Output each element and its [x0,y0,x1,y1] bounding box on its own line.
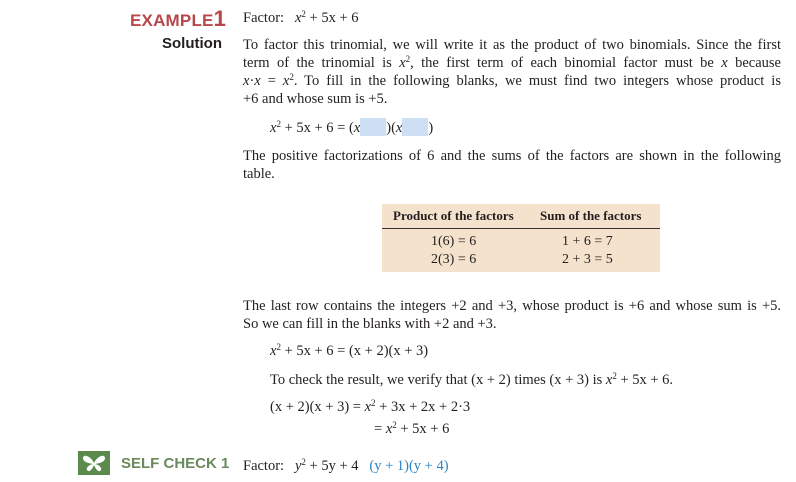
check-sentence [270,371,673,389]
p1-line-4: +6 and whose sum is +5. [243,91,388,107]
exponent: 2 [276,342,281,352]
var-x: x [254,73,261,89]
eq2-rhs: + 5x + 6 = (x + 2)(x + 3) [280,343,429,359]
exponent: 2 [289,72,294,82]
self-check-expr-rest: + 5y + 4 [305,458,359,474]
example-number: 1 [213,6,227,31]
p1-l2-c: because [727,55,781,71]
factored-equation [270,342,428,360]
self-check-label: SELF CHECK 1 [121,455,230,472]
eq4-lhs: = [374,421,386,437]
example-word: EXAMPLE [130,11,214,30]
p1-l2-b: , the first term of each binomial factor must be [410,55,722,71]
butterfly-icon [78,451,110,475]
butterfly-svg [78,451,110,475]
exponent: 2 [405,54,411,64]
solution-label: Solution [162,35,222,52]
var-x: x [385,421,393,437]
self-check-var: y [294,458,302,474]
paren-mid: )( [386,120,396,136]
var-x: x [605,372,613,388]
var-x: x [721,55,728,71]
p1-l3-eq: = [260,73,283,89]
equation-with-blanks [270,118,433,137]
example-prompt: Factor: [243,10,285,26]
table-cell: 2(3) = 6 [431,252,477,267]
var-x: x [364,399,372,415]
table-cell: 1 + 6 = 7 [562,234,613,249]
factor-table [382,204,660,272]
p1-l2-a: term of the trinomial is [243,55,400,71]
p3-line-1: The last row contains the integers +2 and +3, whose product is +6 and whose sum is +5. [243,298,781,314]
check-d: (x + 3) [549,372,589,388]
check-f: + 5x + 6. [616,372,674,388]
example-expr-var: x [294,10,302,26]
check-equation-line-1 [270,398,470,416]
exponent: 2 [301,9,306,19]
example-label [130,6,226,32]
p3-line-2: So we can fill in the blanks with +2 and +3. [243,316,497,332]
check-b: (x + 2) [471,372,511,388]
solution-paragraph-2 [243,147,781,183]
exponent: 2 [612,371,617,381]
var-x: x [270,120,277,136]
p2-line-2: table. [243,166,275,182]
exponent: 2 [392,420,397,430]
check-c: times [510,372,550,388]
var-x: x [282,73,290,89]
table-header-product: Product of the factors [393,208,514,223]
exponent: 2 [276,119,281,129]
blank-box [360,118,386,136]
self-check-statement [243,457,449,475]
p1-line-3 [243,72,781,90]
var-x: x [395,120,403,136]
exponent: 2 [371,398,376,408]
dot: · [249,73,255,89]
check-a: To check the result, we verify that [270,372,472,388]
check-e: is [588,372,606,388]
exponent: 2 [301,457,306,467]
var-x: x [270,343,277,359]
table-cell: 1(6) = 6 [431,234,477,249]
paren-close: ) [428,120,434,136]
solution-paragraph-1 [243,36,781,108]
table-header-row [382,204,660,229]
var-x: x [353,120,361,136]
var-x: x [243,73,250,89]
check-equation-line-2 [374,420,449,438]
example-expr-rest: + 5x + 6 [305,10,359,26]
self-check-answer: (y + 1)(y + 4) [369,458,449,474]
self-check-prompt: Factor: [243,458,285,474]
p1-line-1: To factor this trinomial, we will write it as the product of two binomials. Since the first [243,37,781,53]
table-header-sum: Sum of the factors [540,208,642,223]
p1-line-2 [243,54,781,72]
eq3-lhs: (x + 2)(x + 3) = [270,399,365,415]
table-cell: 2 + 3 = 5 [562,252,613,267]
solution-paragraph-3 [243,297,781,333]
blank-box [402,118,428,136]
eq3-rhs: + 3x + 2x + 2·3 [375,399,471,415]
p2-line-1: The positive factorizations of 6 and the sums of the factors are shown in the following [243,148,781,164]
p1-l3-b: . To fill in the following blanks, we must find two integers whose product is [293,73,781,89]
example-statement [243,9,359,27]
eq1-rhs: + 5x + 6 = ( [280,120,354,136]
var-x: x [399,55,406,71]
eq4-rhs: + 5x + 6 [396,421,450,437]
